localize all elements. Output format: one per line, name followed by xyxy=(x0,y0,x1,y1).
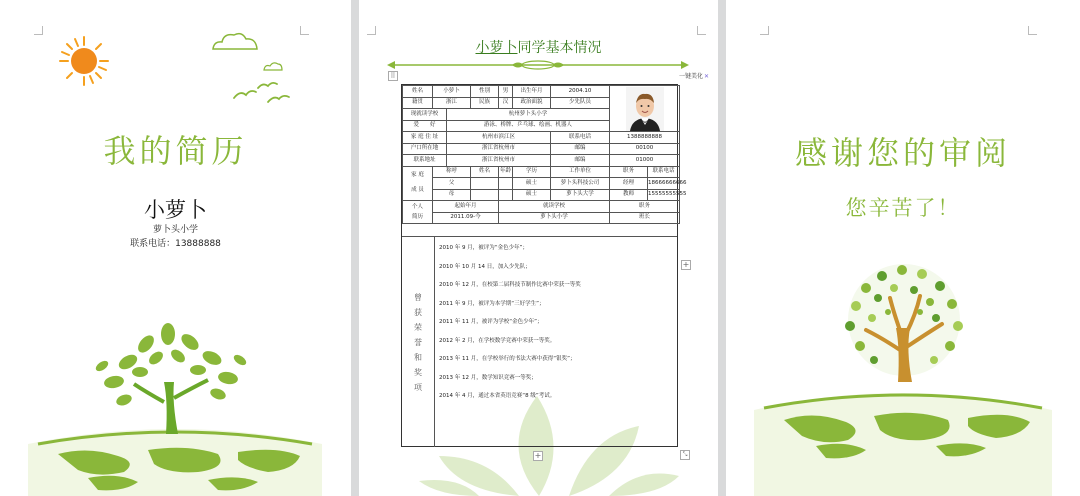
thanks-title: 感谢您的审阅 xyxy=(794,134,1011,172)
resume-title xyxy=(359,37,718,57)
cell[interactable] xyxy=(471,189,499,201)
cell: 现就读学校 xyxy=(403,109,447,121)
row-family-mother xyxy=(403,189,680,201)
title-divider-ornament xyxy=(387,58,689,72)
cell[interactable]: 2004.10 xyxy=(551,86,610,98)
cell: 联系地址 xyxy=(403,155,447,167)
photo-cell xyxy=(610,86,680,132)
thanks-page xyxy=(726,0,1080,496)
cell[interactable]: 少先队员 xyxy=(551,97,610,109)
honors-label-char: 奖 xyxy=(414,367,422,377)
cell[interactable] xyxy=(499,178,513,190)
row-family-father xyxy=(403,178,680,190)
honors-label-char: 荣 xyxy=(414,322,422,332)
resume-title-rest: 同学基本情况 xyxy=(517,40,602,56)
honors-label-char: 誉 xyxy=(414,337,422,347)
cell: 就读学校 xyxy=(499,201,610,213)
cell: 民族 xyxy=(471,97,499,109)
cell: 籍贯 xyxy=(403,97,433,109)
resume-label-cell xyxy=(403,201,433,224)
cell: 爱 好 xyxy=(403,120,447,132)
cell[interactable]: 15555555555 xyxy=(648,189,680,201)
cell: 邮编 xyxy=(551,155,610,167)
tree-globe-illustration xyxy=(754,258,1052,496)
row-address xyxy=(403,132,680,144)
info-table xyxy=(402,85,687,224)
cell[interactable]: 游泳、桥牌、乒乓球、绘画、机器人 xyxy=(447,120,610,132)
cell[interactable]: 男 xyxy=(499,86,513,98)
cell: 邮编 xyxy=(551,143,610,155)
cell: 家 庭 住 址 xyxy=(403,132,447,144)
cell[interactable]: 杭州萝卜头小学 xyxy=(447,109,610,121)
crop-mark xyxy=(1028,26,1037,35)
cell: 工作单位 xyxy=(551,166,610,178)
resume-label-2: 简历 xyxy=(411,214,423,220)
page-gap-left xyxy=(351,0,359,496)
family-label-2: 成 员 xyxy=(411,187,424,194)
honor-item: 2012 年 2 月，在学校数学竞赛中荣获一等奖。 xyxy=(439,337,556,344)
cell[interactable]: 浙江 xyxy=(433,97,471,109)
row-family-head xyxy=(403,166,680,178)
add-column-button[interactable]: + xyxy=(682,260,690,269)
row-resume-1 xyxy=(403,212,680,224)
crop-mark xyxy=(34,26,43,35)
small-cloud-icon xyxy=(262,60,284,72)
table-resize-handle[interactable]: ⤡ xyxy=(680,450,690,460)
beautify-label: 一键美化 xyxy=(679,73,704,80)
beautify-icon: ✕ xyxy=(704,73,710,80)
table-move-handle[interactable]: ⠿ xyxy=(388,71,398,81)
resume-table xyxy=(401,84,687,447)
cell[interactable]: 硕士 xyxy=(513,178,551,190)
cell: 起始年月 xyxy=(433,201,499,213)
cell: 出生年月 xyxy=(513,86,551,98)
cell: 年龄 xyxy=(499,166,513,178)
cell: 联系电话 xyxy=(648,166,680,178)
cell[interactable]: 班长 xyxy=(610,212,680,224)
cell[interactable]: 经理 xyxy=(610,178,648,190)
cell: 政治面貌 xyxy=(513,97,551,109)
cell[interactable]: 01000 xyxy=(610,155,680,167)
sun-icon xyxy=(58,35,110,87)
crop-mark xyxy=(367,26,376,35)
crop-mark xyxy=(760,26,769,35)
cell[interactable]: 萝卜头大学 xyxy=(551,189,610,201)
cell[interactable]: 18666666666 xyxy=(648,178,680,190)
cell[interactable]: 浙江省杭州市 xyxy=(447,155,551,167)
cell: 姓名 xyxy=(403,86,433,98)
cover-page xyxy=(0,0,351,496)
honor-item: 2013 年 11 月，在学校举行的书法大赛中获得“银奖”； xyxy=(439,356,576,362)
crop-mark xyxy=(697,26,706,35)
thanks-subtitle: 您辛苦了！ xyxy=(845,196,961,220)
cell: 称呼 xyxy=(433,166,471,178)
tree-globe-illustration xyxy=(28,322,322,496)
resume-label-1: 个人 xyxy=(411,204,423,210)
cover-name: 小萝卜 xyxy=(144,198,207,222)
cell: 学历 xyxy=(513,166,551,178)
cell[interactable]: 杭州市滨江区 xyxy=(447,132,551,144)
cell: 联系电话 xyxy=(551,132,610,144)
cell[interactable] xyxy=(499,189,513,201)
cell[interactable]: 父 xyxy=(433,178,471,190)
honors-label-char: 和 xyxy=(414,352,422,362)
cell[interactable]: 浙江省杭州市 xyxy=(447,143,551,155)
cover-phone: 联系电话：13888888 xyxy=(130,239,221,249)
cell: 户口所在地 xyxy=(403,143,447,155)
cell[interactable]: 教师 xyxy=(610,189,648,201)
cover-title: 我的简历 xyxy=(103,132,248,170)
cell[interactable]: 硕士 xyxy=(513,189,551,201)
honors-section xyxy=(402,236,677,447)
row-basic-1 xyxy=(403,86,680,98)
honors-label xyxy=(402,237,435,447)
honor-item: 2011 年 11 月，被评为学校“金色少年”； xyxy=(439,319,543,325)
cover-school: 萝卜头小学 xyxy=(152,225,198,235)
family-label-1: 家 庭 xyxy=(411,172,424,179)
row-hukou xyxy=(403,143,680,155)
cell: 性别 xyxy=(471,86,499,98)
student-photo xyxy=(626,87,664,131)
honors-label-char: 曾 xyxy=(414,292,422,302)
cell[interactable] xyxy=(471,178,499,190)
honors-label-char: 项 xyxy=(414,382,422,392)
cell: 姓名 xyxy=(471,166,499,178)
birds-icon xyxy=(232,80,292,106)
honor-item: 2014 年 4 月，通过本省英语竞赛“8 级”考试。 xyxy=(439,393,556,399)
honor-item: 2010 年 10 月 14 日，加入少先队； xyxy=(439,263,531,270)
row-resume-head xyxy=(403,201,680,213)
honors-label-char: 获 xyxy=(414,307,422,317)
resume-title-name: 小萝卜 xyxy=(475,40,518,56)
cell: 职务 xyxy=(610,166,648,178)
page-gap-right xyxy=(718,0,726,496)
cell[interactable]: 萝卜头科技公司 xyxy=(551,178,610,190)
cell[interactable]: 2011.09-今 xyxy=(433,212,499,224)
cell[interactable]: 汉 xyxy=(499,97,513,109)
beautify-button[interactable] xyxy=(679,71,709,80)
family-label-cell xyxy=(403,166,433,201)
cell: 职务 xyxy=(610,201,680,213)
add-row-button[interactable]: + xyxy=(534,451,542,460)
cell[interactable]: 萝卜头小学 xyxy=(499,212,610,224)
cell[interactable]: 小萝卜 xyxy=(433,86,471,98)
honors-list[interactable] xyxy=(439,243,675,410)
cell[interactable]: 00100 xyxy=(610,143,680,155)
cell[interactable]: 母 xyxy=(433,189,471,201)
honor-item: 2010 年 9 月，被评为“金色少年”； xyxy=(439,245,528,251)
honor-item: 2011 年 9 月，被评为本学期“三好学生”； xyxy=(439,300,545,307)
honor-item: 2013 年 12 月，数学知识竞赛一等奖； xyxy=(439,374,537,381)
cloud-icon xyxy=(210,30,260,52)
honor-item: 2010 年 12 月，在校第二届科技节制作比赛中荣获一等奖 xyxy=(439,282,581,288)
crop-mark xyxy=(300,26,309,35)
cell[interactable]: 1388888888 xyxy=(610,132,680,144)
row-contact-address xyxy=(403,155,680,167)
